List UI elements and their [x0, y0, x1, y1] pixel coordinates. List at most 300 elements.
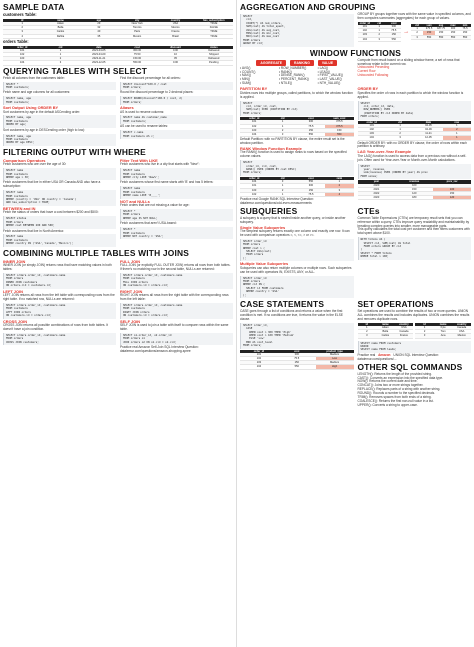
table-cell: USA: [395, 326, 414, 330]
table-cell: 150: [395, 187, 433, 191]
column-header: order_id: [358, 121, 386, 124]
table-cell: 12-05: [414, 136, 442, 140]
table-cell: 101: [240, 353, 278, 357]
column-header: sum: [423, 24, 435, 27]
column-header: cid: [41, 46, 79, 49]
self-join-text: SELF JOIN is used to join a table with itself to compare rows within the same table.: [120, 323, 229, 331]
group-by-output-table: [411, 24, 471, 40]
multi-value-code: SELECT order_id FROM orders WHERE cid IN ( SELECT id FROM customers WHERE country = 'USA' );: [240, 276, 354, 298]
column-header: cost: [387, 22, 402, 25]
other-command-item: CAST(): Converts an expression into the specified data type.: [357, 375, 444, 380]
example-description: Fetch customers whose first name starts with 'B' and has 5 letters:: [120, 180, 214, 185]
left-join-code: SELECT orders.order_id, customers.name FROM customers LEFT JOIN orders ON customers.id = orders.cid;: [3, 303, 116, 319]
unbounded-preceding-label: Unbounded Preceding: [357, 65, 390, 70]
table-cell: 1: [372, 25, 387, 29]
table-cell: 102: [240, 192, 268, 196]
table-cell: 75.5: [278, 357, 316, 361]
ranking-tag: RANKING: [290, 60, 314, 66]
arrow-right-icon: →: [403, 28, 410, 35]
example-description: AS can be used to rename tables:: [120, 124, 169, 129]
ctes-code: WITH totals AS ( SELECT cid, SUM(cost) AS total FROM orders GROUP BY cid ) SELECT * FROM totals WHERE total > 100;: [358, 237, 472, 259]
self-join-practice-link[interactable]: Practice real Amazon Self-Join SQL Interview Question: datalemur.com/questions/amazon-shopping-spree: [120, 345, 199, 353]
table-cell: 40: [80, 30, 118, 34]
querying-heading: QUERYING TABLES WITH SELECT: [3, 65, 148, 76]
table-cell: 550: [447, 35, 459, 39]
table-cell: 120: [395, 191, 433, 195]
column-header: sum_cost: [325, 117, 353, 120]
window-functions-heading: WINDOW FUNCTIONS: [309, 47, 402, 58]
table-row: [3, 61, 233, 65]
table-cell: Mexico: [118, 34, 156, 38]
select-examples: [3, 77, 116, 105]
value-function-item: • LEAD(): [317, 69, 331, 74]
querying-section: [3, 77, 233, 147]
computed-examples: [120, 77, 233, 105]
lag-code: SELECT year, revenue, LAG(revenue) OVER (ORDER BY year) AS prev FROM sales;: [358, 164, 472, 180]
orders-table-label: orders Table:: [3, 38, 29, 44]
table-cell: 101: [358, 124, 386, 128]
table-cell: Delivered: [195, 57, 233, 61]
table-cell: 102: [240, 357, 278, 361]
aggregation-left: [240, 13, 354, 48]
table-cell: 103: [358, 132, 386, 136]
table-cell: 150: [297, 188, 325, 192]
set-operations-heading: SET OPERATIONS: [357, 299, 434, 310]
aggregate-function-item: • COUNT(): [240, 69, 256, 74]
window-frame: [358, 59, 472, 87]
table-cell: 104: [240, 180, 268, 184]
table-cell: 2020: [358, 184, 396, 188]
null-examples: [120, 204, 233, 239]
customers-table: [3, 19, 233, 39]
example-description: Sort customers by age in the default ASCending order:: [3, 109, 81, 114]
table-cell: 150: [459, 31, 471, 35]
table-row: [415, 330, 471, 334]
example-description: Fetch customers that live in either USA OR Canada AND also have a subscription:: [3, 180, 101, 189]
window-intro-text: Compute from result based on a sliding window frame, a set of rows that somehow relate to the current row.: [357, 57, 460, 66]
table-cell: 120: [433, 196, 471, 200]
table-row: [358, 29, 402, 33]
table-cell: 1: [443, 132, 471, 136]
value-function-item: • NTH_VALUE(): [317, 81, 341, 86]
example-code: SELECT name AS customer_name FROM customers;: [120, 115, 233, 124]
table-cell: 2: [386, 132, 414, 136]
table-cell: 75.5: [387, 29, 402, 33]
example-description: Fetch customers that live in North America:: [3, 228, 64, 233]
example-code: SELECT * FROM customers;: [3, 82, 116, 91]
subqueries-text: A subquery is a query that is nested inside another query, or inside another subquery.: [240, 215, 346, 224]
table-row: [358, 191, 472, 195]
column-header: revenue: [395, 180, 433, 183]
table-cell: 04-05: [414, 124, 442, 128]
example-description: Fetch customers who are over the age of 30:: [3, 162, 67, 167]
table-cell: 104: [358, 37, 373, 41]
aggregate-function-item: • MIN(): [240, 77, 250, 82]
example-description: Fetch the status of orders that have a cost between $200 and $500:: [3, 210, 99, 215]
table-cell: 300: [278, 353, 316, 357]
table-cell: 102: [358, 127, 386, 131]
table-cell: 550: [325, 132, 353, 136]
table-cell: 2023-12-05: [80, 61, 118, 65]
joins-right: [120, 259, 233, 354]
table-cell: 550.00: [118, 61, 156, 65]
table-row: [415, 326, 471, 330]
table-cell: 550: [387, 37, 402, 41]
column-header: cid: [411, 24, 423, 27]
set-operations-code: SELECT name FROM customers UNION SELECT name FROM leads;: [358, 341, 472, 353]
table-cell: 75.5: [459, 27, 471, 31]
sort-title: Sort Output Using ORDER BY: [3, 105, 59, 111]
case-heading: CASE STATEMENTS: [240, 299, 325, 310]
cross-join-title: CROSS JOIN: [3, 318, 27, 324]
column-header: order_id: [240, 350, 278, 353]
table-cell: Pending: [195, 61, 233, 65]
example-code: SELECT name, age FROM customers ORDER BY age DESC;: [3, 134, 116, 146]
table-cell: 3: [372, 37, 387, 41]
column-header: cid: [268, 177, 296, 180]
table-cell: Toronto: [118, 26, 156, 30]
column-header: rank: [325, 177, 353, 180]
single-value-text: The simplest subquery returns exactly one column and exactly one row. It can be used with comparison operators =, <, <=, > or >=.: [240, 229, 350, 237]
table-cell: 2: [325, 184, 353, 188]
column-header: id: [415, 323, 434, 326]
self-join-title: SELF JOIN: [120, 318, 141, 324]
unbounded-following-label: Unbounded Following: [357, 73, 389, 78]
case-table: [240, 350, 354, 370]
sort-examples: [3, 111, 116, 146]
table-cell: 0.00: [156, 61, 194, 65]
table-cell: 101: [240, 120, 268, 124]
other-command-item: REPLACE(): Replaces parts of a string with another string.: [357, 387, 441, 392]
filtering-section: [3, 158, 233, 248]
case-set-section: [240, 299, 471, 408]
inner-join-text: INNER JOIN (or simply JOIN) returns rows that have matching values in both tables:: [3, 263, 112, 272]
table-row: [240, 353, 354, 357]
set-operations-text: Set operations are used to combine the results of two or more queries. UNION ALL combines the results and includes duplicates. UNION combines the results and removes duplicate rows.: [357, 309, 470, 321]
table-cell: 103: [3, 57, 41, 61]
table-cell: Carlos: [41, 30, 79, 34]
table-cell: 1: [415, 326, 434, 330]
table-cell: 1: [443, 136, 471, 140]
table-cell: 2: [415, 330, 434, 334]
column-header: cid: [386, 121, 414, 124]
window-overview: [240, 59, 471, 87]
table-cell: 375.5: [423, 27, 435, 31]
table-cell: Canada: [452, 326, 471, 330]
ctes-heading: CTEs: [357, 205, 380, 216]
table-cell: Tom: [434, 330, 453, 334]
table-cell: 150: [278, 361, 316, 365]
example-description: Round the discount percentage to 2 decimal places:: [120, 90, 194, 95]
table-cell: 300: [447, 27, 459, 31]
table-cell: 2023: [358, 196, 396, 200]
column-header: date: [80, 46, 118, 49]
lag-text: The LAG() function is used to access data from a previous row without a self-join. Often used for Year-over-Year or Month-over-Month calculations.: [357, 153, 467, 162]
table-cell: 04-09: [414, 127, 442, 131]
table-cell: 150: [387, 33, 402, 37]
set-table-left: [358, 323, 414, 339]
filtering-right: [120, 158, 233, 248]
self-join-code: SELECT o1.order_id, o2.order_id FROM orders o1 JOIN orders o2 ON o1.cid = o2.cid;: [120, 333, 233, 345]
table-cell: 1: [3, 22, 41, 26]
example-code: SELECT status FROM orders WHERE cost BETWEEN 200 AND 500;: [3, 216, 116, 228]
set-practice-link[interactable]: [358, 354, 472, 362]
table-cell: 550: [297, 180, 325, 184]
column-header: age: [80, 19, 118, 22]
table-cell: 101: [358, 25, 373, 29]
table-row: [358, 33, 402, 37]
comparison-examples: [3, 163, 116, 206]
table-cell: 75.5: [297, 192, 325, 196]
column-header: cid: [372, 22, 387, 25]
table-cell: 1: [325, 180, 353, 184]
partition-by-code: SELECT cid, order_id, cost, SUM(cost) OVER (PARTITION BY cid) FROM orders;: [240, 101, 354, 117]
aggregate-list: [240, 67, 276, 87]
column-header: cost: [118, 46, 156, 49]
cross-join-text: CROSS JOIN returns all possible combinations of rows from both tables. It doesn't have a join condition.: [3, 323, 109, 331]
partition-by-text: Divides rows into multiple groups, called partitions, to which the window function is applied.: [240, 90, 353, 99]
other-command-item: UPPER(): Converts a string to upper-case.: [357, 402, 418, 407]
table-cell: 550: [278, 365, 316, 369]
table-cell: 550: [459, 35, 471, 39]
example-description: Fetch orders that are not missing a value for age:: [120, 203, 190, 208]
column-header: country: [156, 19, 194, 22]
ranking-list: [279, 67, 315, 87]
other-commands-list: [358, 373, 472, 408]
example-code: SELECT name FROM customers WHERE city LIKE 'New%';: [120, 168, 233, 180]
multi-value-title: Multiple Value Subqueries: [240, 261, 289, 267]
table-cell: 75.50: [118, 53, 156, 57]
example-code: SELECT name, age FROM customers ORDER BY age;: [3, 115, 116, 127]
aggregate-function-item: • AVG(): [240, 65, 251, 70]
table-cell: 150: [423, 31, 435, 35]
table-cell: Low: [316, 357, 354, 361]
ranking-function-item: • RANK(): [278, 69, 292, 74]
lag-table: [358, 180, 472, 200]
other-commands-heading: OTHER SQL COMMANDS: [357, 361, 463, 372]
table-cell: 104: [358, 136, 386, 140]
column-header: country: [395, 323, 414, 326]
joins-heading: COMBINING MULTIPLE TABLES WITH JOINS: [3, 247, 190, 258]
column-header: order_id: [240, 177, 268, 180]
order-by-table: [358, 121, 472, 141]
partition-table: [240, 117, 354, 137]
right-join-title: RIGHT JOIN: [120, 288, 143, 294]
right-column: [237, 0, 474, 647]
group-by-input-table: [358, 22, 402, 42]
table-cell: 375.5: [325, 124, 353, 128]
subq-cte-section: [240, 206, 471, 299]
table-cell: Canada: [395, 330, 414, 334]
aggregation-right: [358, 13, 472, 48]
example-description: Sort customers by age in DESCending order (high to low):: [3, 127, 86, 132]
example-description: Fetch all columns from the customers table:: [3, 75, 65, 80]
table-cell: France: [156, 30, 194, 34]
between-title: BETWEEN and IN: [3, 205, 36, 211]
table-cell: 3: [325, 188, 353, 192]
table-cell: TRUE: [195, 34, 233, 38]
current-row-label: Current Row: [357, 69, 376, 74]
example-description: Fetch customers that aren't USA-based:: [120, 221, 177, 226]
other-command-item: TRIM(): Removes spaces from both ends of a string.: [357, 395, 432, 400]
table-cell: 11-21: [414, 132, 442, 136]
table-cell: 1: [386, 124, 414, 128]
column-header: city: [118, 19, 156, 22]
column-header: year: [358, 180, 396, 183]
column-header: cid: [268, 117, 296, 120]
column-header: cost: [278, 350, 316, 353]
table-cell: Ana: [434, 334, 453, 338]
table-cell: 1: [41, 53, 79, 57]
example-code: SELECT c.name FROM customers AS c;: [120, 130, 233, 139]
table-cell: 550: [297, 132, 325, 136]
table-row: [3, 34, 233, 38]
ranking-function-item: • DENSE_RANK(): [278, 73, 305, 78]
table-cell: 550: [435, 35, 447, 39]
table-cell: USA: [452, 330, 471, 334]
window-right: [358, 86, 472, 206]
default-order-text: Default ORDER BY: with no ORDER BY clause, the order of rows within each partition is arbitrary.: [357, 140, 467, 149]
table-cell: 1: [268, 184, 296, 188]
table-cell: 300.00: [118, 49, 156, 53]
column-header: date: [414, 121, 442, 124]
other-command-item: ROUND(): Rounds a number to the specified decimals.: [357, 391, 436, 396]
querying-right: [120, 77, 233, 147]
table-cell: 187.75: [435, 27, 447, 31]
table-row: [240, 357, 354, 361]
table-row: [358, 136, 472, 140]
table-row: [358, 326, 414, 330]
full-join-text: FULL JOIN (or explicitly FULL OUTER JOIN) returns all rows from both tables. If there's no matching row in the second table, NULLs are returned:: [120, 263, 231, 272]
table-cell: 102: [240, 124, 268, 128]
example-code: SELECT name FROM customers WHERE age > 30;: [3, 168, 116, 180]
table-cell: 2: [268, 188, 296, 192]
left-join-title: LEFT JOIN: [3, 288, 23, 294]
lag-title: LAG Year-over-Year Example: [357, 149, 412, 155]
table-row: [240, 132, 354, 136]
left-join-text: LEFT JOIN returns all rows from the left table with corresponding rows from the right table. If no matched row, NULLs are returned:: [3, 293, 115, 301]
ranking-function-item: • ROW_NUMBER(): [278, 65, 307, 70]
table-cell: 100: [395, 184, 433, 188]
table-cell: 2: [372, 33, 387, 37]
table-cell: 300: [387, 25, 402, 29]
table-cell: 3: [358, 334, 377, 338]
example-code: SELECT name FROM customers WHERE country IN ('USA','Canada','Mexico');: [3, 234, 116, 246]
table-cell: 4: [325, 192, 353, 196]
table-cell: 375.5: [325, 120, 353, 124]
table-cell: 3: [411, 35, 423, 39]
filtering-left: [3, 158, 116, 248]
table-row: [240, 192, 354, 196]
table-cell: 2: [3, 26, 41, 30]
case-code: SELECT order_id, CASE WHEN cost > 300 THEN 'High' WHEN cost > 100 THEN 'Medium' ELSE 'Low' END AS cost_level FROM orders;: [240, 323, 354, 349]
column-header: row: [443, 121, 471, 124]
value-function-item: • LAST_VALUE(): [317, 77, 342, 82]
table-cell: 150: [433, 191, 471, 195]
table-cell: 550: [423, 35, 435, 39]
table-cell: 75.5: [297, 124, 325, 128]
group-by-code: SELECT cid, COUNT(*) AS num_orders, SUM(cost) AS total_spent, AVG(cost) AS avg_cost, MIN(cost) AS min_cost, MAX(cost) AS max_cost FROM orders GROUP BY cid;: [240, 14, 354, 47]
querying-left: [3, 77, 116, 147]
table-cell: 101: [3, 49, 41, 53]
table-cell: France: [395, 334, 414, 338]
table-cell: 2023-04-05: [80, 49, 118, 53]
table-cell: 300: [297, 120, 325, 124]
rank-practice-link[interactable]: Practice real Google RANK SQL Interview Question: datalemur.com/questions/odd-even-measurements: [240, 196, 314, 205]
table-cell: 1: [268, 192, 296, 196]
joins-section: [3, 259, 233, 354]
case-text: CASE goes through a list of conditions and returns a value when the first condition is met. If no conditions are true, it returns the value in the ELSE clause.: [240, 309, 343, 321]
right-join-code: SELECT orders.order_id, customers.name FROM customers RIGHT JOIN orders ON customers.id = orders.cid;: [120, 303, 233, 319]
table-cell: 3: [268, 180, 296, 184]
table-cell: 180: [395, 196, 433, 200]
column-header: avg: [435, 24, 447, 27]
partition-by-title: PARTITION BY: [240, 86, 268, 92]
table-cell: Kyle: [434, 326, 453, 330]
table-cell: 2: [268, 128, 296, 132]
table-cell: TRUE: [195, 22, 233, 26]
table-cell: 2: [411, 31, 423, 35]
example-description: Fetch customers who live in a city that starts with "New":: [120, 162, 200, 167]
other-command-item: COALESCE(): Returns the first non-null value in a list.: [357, 398, 434, 403]
table-cell: Bella: [41, 26, 79, 30]
ctes-text-2: This query calculates the total cost per customer and then filters customers with total spent above $100.: [357, 227, 470, 236]
table-row: [358, 196, 472, 200]
table-cell: 300: [297, 184, 325, 188]
table-cell: 1: [411, 27, 423, 31]
table-cell: Paris: [118, 30, 156, 34]
table-cell: Adam: [376, 326, 395, 330]
rank-table: [240, 177, 354, 197]
subqueries-heading: SUBQUERIES: [240, 205, 298, 216]
ranking-function-item: • NTILE(): [278, 81, 292, 86]
column-header: name: [376, 323, 395, 326]
alias-title: Aliases: [120, 105, 134, 111]
table-cell: 104: [3, 61, 41, 65]
table-cell: 3: [386, 136, 414, 140]
aggregation-section: [240, 13, 471, 48]
other-command-item: NOW(): Returns the current date and time.: [357, 379, 418, 384]
table-row: [411, 35, 471, 39]
column-header: name: [41, 19, 79, 22]
practice-prefix: Practice real: [357, 352, 377, 357]
table-cell: 101: [240, 184, 268, 188]
ctes-text: Common Table Expressions (CTEs) are temporary result sets that you can reference within a query. CTEs improve query readability and maintainability by breaking complex queries into smaller, more manageable parts.: [357, 215, 470, 228]
sample-data-heading: SAMPLE DATA: [3, 2, 65, 12]
order-by-text: Specifies the order of rows in each partition to which the window function is applied.: [357, 90, 464, 99]
table-row: [358, 330, 414, 334]
table-cell: 2022: [358, 191, 396, 195]
table-cell: 1: [443, 124, 471, 128]
table-cell: 1: [372, 29, 387, 33]
table-cell: 3: [3, 30, 41, 34]
like-title: Filter Text With LIKE: [120, 157, 158, 163]
table-cell: Shipped: [195, 53, 233, 57]
value-function-item: • FIRST_VALUE(): [317, 73, 343, 78]
table-cell: Medium: [316, 361, 354, 365]
value-function-item: • LAG(): [317, 65, 329, 70]
rank-text: The RANK() function is used to assign ranks to rows based on the specified column values.: [240, 150, 347, 159]
window-type-tags: [240, 60, 354, 66]
table-cell: Mexico: [452, 334, 471, 338]
table-cell: 1: [41, 49, 79, 53]
column-header: cost: [297, 177, 325, 180]
column-header: min: [459, 24, 471, 27]
table-cell: FALSE: [195, 26, 233, 30]
table-cell: TRUE: [195, 30, 233, 34]
set-ops-block: [358, 299, 472, 408]
table-row: [358, 25, 402, 29]
